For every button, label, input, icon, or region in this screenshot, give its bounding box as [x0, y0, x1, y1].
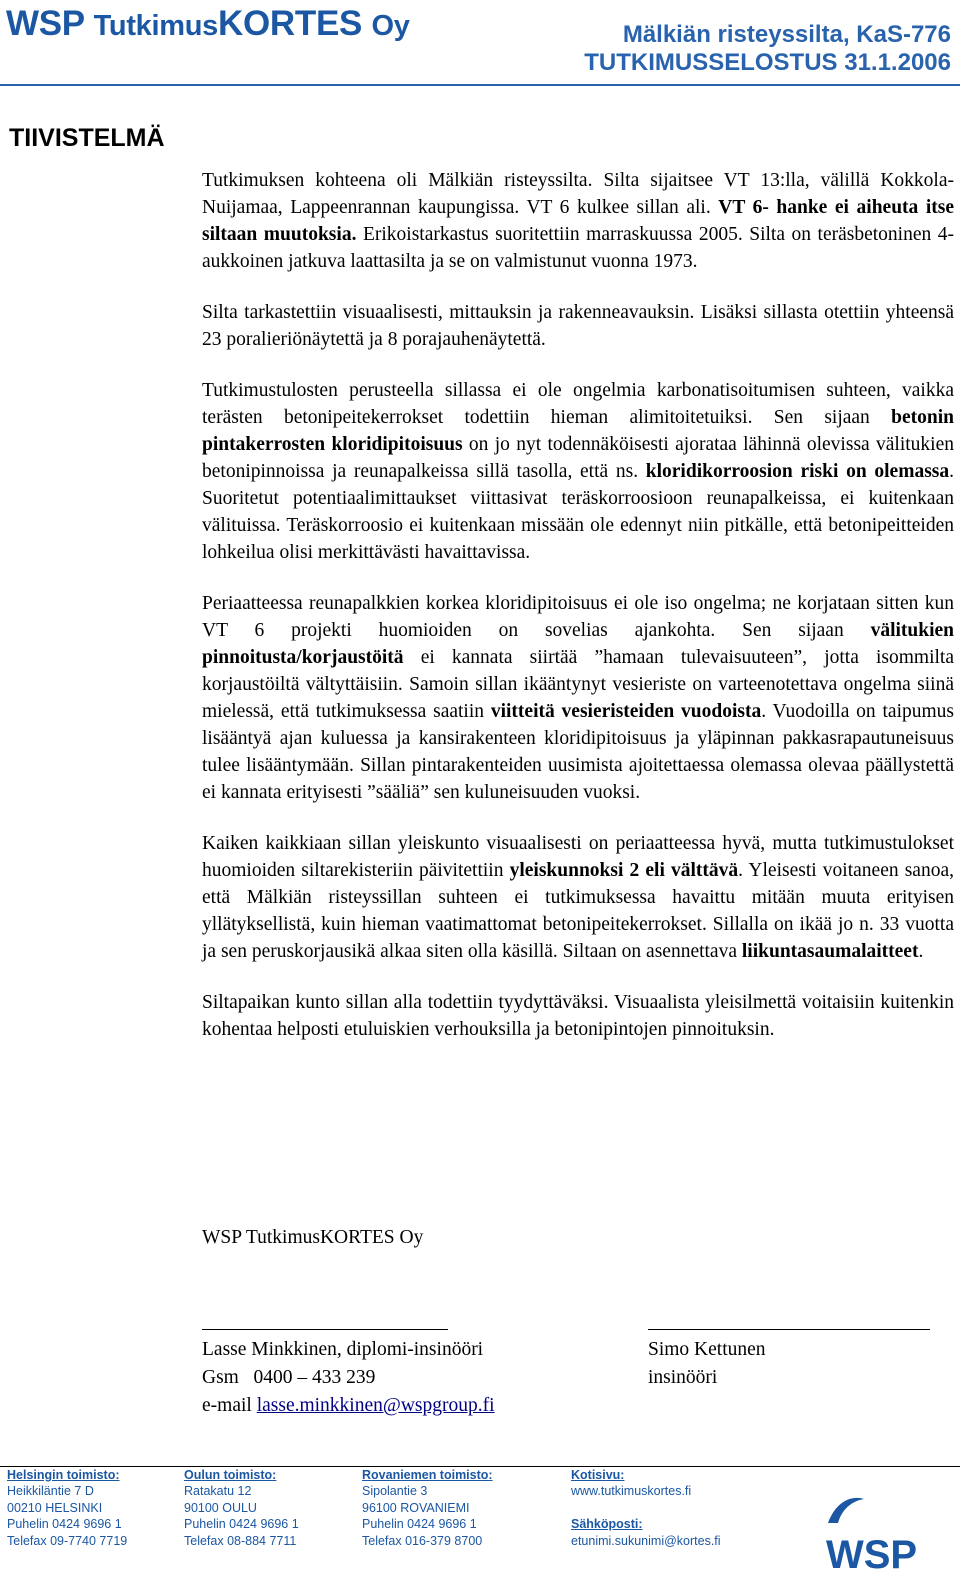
- footer-oulu-postal: 90100 OULU: [184, 1500, 257, 1515]
- signer-1-email-label: e-mail: [202, 1395, 257, 1416]
- signature-line-1: [202, 1329, 448, 1330]
- p4-text-2: ei kannata siirtää ”hamaan tulevaisuuteen”, jotta isommilta korjaustöiltä vältyttäisiin. Samoin sillan ikääntynyt vesieriste on varteenotettava ongelma siinä mielessä, että tutkimuksessa saatiin: [202, 647, 954, 722]
- footer-helsinki-phone: Puhelin 0424 9696 1: [7, 1517, 122, 1532]
- footer-kotisivu: [571, 1467, 721, 1549]
- footer-oulu: [184, 1467, 299, 1549]
- p3-text-1: Tutkimustulosten perusteella sillassa ei ole ongelmia karbonatisoitumisen suhteen, vaikka terästen betonipeitekerrokset todettiin hieman alimitoitetuiksi. Sen sijaan: [202, 380, 954, 428]
- section-title: TIIVISTELMÄ: [9, 124, 165, 152]
- signer-1-name: Lasse Minkkinen, diplomi-insinööri: [202, 1339, 484, 1360]
- footer-oulu-phone: Puhelin 0424 9696 1: [184, 1517, 299, 1532]
- logo-kortes: KORTES: [218, 4, 363, 43]
- footer-helsinki-street: Heikkiläntie 7 D: [7, 1484, 94, 1499]
- footer-logo-text: WSP: [826, 1533, 918, 1577]
- signer-1-email-link[interactable]: lasse.minkkinen@wspgroup.fi: [256, 1395, 495, 1416]
- company-name: WSP TutkimusKORTES Oy: [202, 1227, 424, 1248]
- p4-text-3: . Vuodoilla on taipumus lisääntyä ajan kuluessa ja kansirakenteen kloridipitoisuus ja yläpinnan pakkasrapautuneisuus tulee lisääntymään. Sillan pintarakenteiden uusimista ajoitettaessa olemassa olevaa päällystettä ei kannata erityisesti ”sääliä” sen kuluneisuuden vuoksi.: [202, 701, 954, 803]
- p3-bold-2: kloridikorroosion riski on olemassa: [645, 461, 950, 482]
- p1-text-2: Erikoistarkastus suoritettiin marraskuussa 2005. Silta on teräsbetoninen 4-aukkoinen jatkuva laattasilta ja se on valmistunut vuonna 1973.: [202, 224, 955, 272]
- p5-text-1: Kaiken kaikkiaan sillan yleiskunto visuaalisesti on periaatteessa hyvä, mutta tutkimustulokset huomioiden siltarekisteriin päivitettiin: [202, 833, 954, 881]
- signature-line-2: [648, 1329, 930, 1330]
- footer-helsinki-heading: Helsingin toimisto:: [7, 1468, 120, 1482]
- p5-bold-1: yleiskunnoksi 2 eli välttävä: [509, 860, 739, 881]
- p3-text-3: . Suoritetut potentiaalimittaukset viittasivat teräskorroosioon reunapalkeissa, ei kuitenkaan välituissa. Teräskorroosio ei kuitenkaan missään ole edennyt niin pitkälle, että betonipeitteiden lohkeilua olisi merkittävästi havaittavissa.: [202, 461, 954, 563]
- signer-1-email-row: [202, 1392, 495, 1420]
- paragraph-4: [202, 590, 954, 806]
- wsp-swoosh-icon: [826, 1493, 866, 1527]
- p5-text-2: . Yleisesti voitaneen sanoa, että Mälkiän risteyssillan suhteen ei tutkimuksessa havaittu mitään muuta erityisen yllätyksellistä, kuin hieman vaatimattomat betonipeitekerrokset. Sillalla on ikää jo n. 33 vuotta ja sen peruskorjausikä alkaa siten olla käsillä. Siltaan on asennettava: [202, 860, 954, 962]
- summary-body: [202, 167, 954, 1067]
- signer-2-title: insinööri: [648, 1367, 718, 1388]
- paragraph-3: [202, 377, 954, 566]
- p1-text-1: Tutkimuksen kohteena oli Mälkiän risteyssilta. Silta sijaitsee VT 13:lla, välillä Kokkola- Nuijamaa, Lappeenrannan kaupungissa. VT 6 kulkee sillan ali.: [202, 170, 954, 218]
- p4-text-1: Periaatteessa reunapalkkien korkea kloridipitoisuus ei ole iso ongelma; ne korjataan sitten kun VT 6 projekti huomioiden on sovelias ajankohta. Sen sijaan: [202, 593, 954, 641]
- header-divider: [0, 84, 960, 86]
- footer-rovaniemi-street: Sipolantie 3: [362, 1484, 428, 1499]
- p3-bold-1: betonin pintakerrosten kloridipitoisuus: [202, 407, 954, 455]
- footer-website-link[interactable]: www.tutkimuskortes.fi: [571, 1484, 692, 1499]
- footer-oulu-fax: Telefax 08-884 7711: [184, 1533, 297, 1548]
- logo-tutkimus: Tutkimus: [93, 10, 218, 42]
- signer-2-name: Simo Kettunen: [648, 1339, 766, 1360]
- footer-helsinki-postal: 00210 HELSINKI: [7, 1500, 103, 1515]
- p4-bold-1: välitukien pinnoitusta/korjaustöitä: [202, 620, 954, 668]
- footer-email-heading: Sähköposti:: [571, 1517, 643, 1532]
- paragraph-6: Siltapaikan kunto sillan alla todettiin tyydyttäväksi. Visuaalista yleisilmettä voitaisiin kuitenkin kohentaa helposti etuluiskien verhouksilla ja betonipintojen pinnoituksin.: [202, 992, 954, 1040]
- footer-kotisivu-heading: Kotisivu:: [571, 1468, 625, 1482]
- footer-helsinki-fax: Telefax 09-7740 7719: [7, 1533, 128, 1548]
- footer-spacer: [571, 1500, 721, 1516]
- document-title: Mälkiän risteyssilta, KaS-776: [622, 21, 951, 48]
- p4-bold-2: viitteitä vesieristeiden vuodoista: [490, 701, 762, 722]
- document-subtitle: TUTKIMUSSELOSTUS 31.1.2006: [584, 49, 951, 76]
- signer-1-phone: Gsm 0400 – 433 239: [202, 1367, 376, 1388]
- footer-oulu-street: Ratakatu 12: [184, 1484, 252, 1499]
- footer-rovaniemi: [362, 1467, 493, 1549]
- footer-helsinki: [7, 1467, 127, 1549]
- p1-bold-1: VT 6- hanke ei aiheuta itse siltaan muutoksia.: [202, 197, 955, 245]
- footer-wsp-logo: [826, 1488, 960, 1578]
- p3-text-2: on jo nyt todennäköisesti ajorataa lähinnä olevissa välitukien betonipinnoissa ja reunapalkeissa sillä tasolla, että ns.: [202, 434, 954, 482]
- logo-wsp: WSP: [6, 4, 85, 43]
- footer-rovaniemi-heading: Rovaniemen toimisto:: [362, 1468, 493, 1482]
- footer-oulu-heading: Oulun toimisto:: [184, 1468, 277, 1482]
- p5-bold-2: liikuntasaumalaitteet: [741, 941, 919, 962]
- paragraph-5: [202, 830, 954, 965]
- signer-2: [648, 1336, 766, 1392]
- company-logo: [6, 4, 410, 44]
- p5-text-3: .: [918, 941, 924, 962]
- footer-email-link[interactable]: etunimi.sukunimi@kortes.fi: [571, 1533, 721, 1548]
- signer-1: [202, 1336, 495, 1420]
- footer-rovaniemi-phone: Puhelin 0424 9696 1: [362, 1517, 477, 1532]
- document-header: [584, 21, 951, 77]
- footer-rovaniemi-postal: 96100 ROVANIEMI: [362, 1500, 470, 1515]
- logo-oy: Oy: [371, 10, 410, 42]
- paragraph-2: Silta tarkastettiin visuaalisesti, mittauksin ja rakenneavauksin. Lisäksi sillasta otettiin yhteensä 23 poralieriönäytettä ja 8 porajauhenäytettä.: [202, 302, 954, 350]
- footer-rovaniemi-fax: Telefax 016-379 8700: [362, 1533, 483, 1548]
- paragraph-1: [202, 167, 954, 275]
